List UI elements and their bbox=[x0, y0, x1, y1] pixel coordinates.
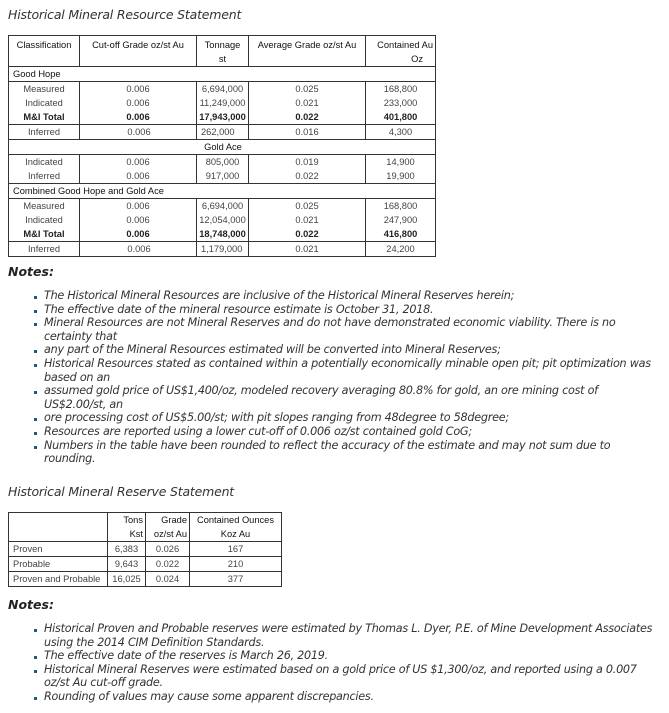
cell-tonnage: 6,694,000 bbox=[197, 82, 249, 97]
note-item: assumed gold price of US$1,400/oz, modeled recovery averaging 80.8% for gold, an ore mining cost of US$2.00/st, an bbox=[34, 384, 659, 411]
note-item: Historical Resources stated as contained within a potentially economically minable open pit; pit optimization was based on an bbox=[34, 357, 659, 384]
cell-class: M&I Total bbox=[9, 110, 80, 125]
cell-tonnage: 18,748,000 bbox=[197, 227, 249, 242]
cell-cutoff: 0.006 bbox=[80, 169, 197, 184]
cell-class: M&I Total bbox=[9, 227, 80, 242]
cell-contained: 167 bbox=[190, 542, 282, 557]
header-grade-unit: oz/st Au bbox=[146, 527, 190, 542]
header-contained-unit: Koz Au bbox=[190, 527, 282, 542]
bullet-icon bbox=[34, 310, 37, 313]
cell-grade: 0.026 bbox=[146, 542, 190, 557]
reserve-notes-heading: Notes: bbox=[8, 597, 54, 612]
cell-label: Proven bbox=[9, 542, 108, 557]
bullet-icon bbox=[34, 418, 37, 421]
note-item: Rounding of values may cause some apparent discrepancies. bbox=[34, 690, 659, 704]
header-blank bbox=[9, 527, 108, 542]
bullet-icon bbox=[34, 446, 37, 449]
resource-notes-heading: Notes: bbox=[8, 264, 54, 279]
bullet-icon bbox=[34, 670, 37, 673]
resource-table-header bbox=[9, 36, 436, 67]
resource-statement-title: Historical Mineral Resource Statement bbox=[8, 7, 242, 22]
table-row bbox=[9, 96, 436, 110]
cell-grade: 0.019 bbox=[249, 155, 366, 170]
table-row bbox=[9, 242, 436, 257]
bullet-icon bbox=[34, 391, 37, 394]
cell-contained: 210 bbox=[190, 557, 282, 572]
cell-contained: 4,300 bbox=[366, 125, 436, 140]
header-avg-grade: Average Grade oz/st Au bbox=[249, 36, 366, 67]
group-row-gold-ace bbox=[9, 140, 436, 155]
reserve-table-header-1 bbox=[9, 513, 282, 528]
cell-tonnage: 17,943,000 bbox=[197, 110, 249, 125]
cell-contained: 401,800 bbox=[366, 110, 436, 125]
cell-tons: 6,383 bbox=[108, 542, 146, 557]
cell-grade: 0.025 bbox=[249, 82, 366, 97]
cell-class: Inferred bbox=[9, 169, 80, 184]
cell-cutoff: 0.006 bbox=[80, 82, 197, 97]
cell-cutoff: 0.006 bbox=[80, 110, 197, 125]
cell-label: Probable bbox=[9, 557, 108, 572]
cell-class: Inferred bbox=[9, 125, 80, 140]
cell-contained: 168,800 bbox=[383, 84, 418, 94]
cell-grade: 0.025 bbox=[249, 199, 366, 214]
cell-contained: 247,900 bbox=[383, 215, 418, 225]
reserve-notes-list bbox=[34, 622, 659, 704]
cell-contained: 168,800 bbox=[383, 201, 418, 211]
cell-cutoff: 0.006 bbox=[80, 227, 197, 242]
cell-grade: 0.022 bbox=[146, 557, 190, 572]
table-row bbox=[9, 542, 282, 557]
cell-tonnage: 917,000 bbox=[197, 169, 249, 184]
cell-tonnage: 11,249,000 bbox=[197, 96, 249, 110]
cell-class: Indicated bbox=[9, 213, 80, 227]
cell-cutoff: 0.006 bbox=[80, 125, 197, 140]
table-row bbox=[9, 557, 282, 572]
cell-contained: 14,900 bbox=[386, 157, 415, 167]
cell-class: Indicated bbox=[9, 155, 80, 170]
bullet-icon bbox=[34, 697, 37, 700]
note-item: Mineral Resources are not Mineral Reserves and do not have demonstrated economic viability. There is no certainty that bbox=[34, 316, 659, 343]
cell-grade: 0.022 bbox=[249, 169, 366, 184]
header-cutoff: Cut-off Grade oz/st Au bbox=[80, 36, 197, 67]
bullet-icon bbox=[34, 629, 37, 632]
cell-class: Measured bbox=[9, 82, 80, 97]
resource-notes-list bbox=[34, 289, 659, 466]
note-item: any part of the Mineral Resources estimated will be converted into Mineral Reserves; bbox=[34, 343, 659, 357]
header-tons-unit: Kst bbox=[108, 527, 146, 542]
cell-contained: 19,900 bbox=[386, 171, 415, 181]
cell-contained: 233,000 bbox=[383, 98, 418, 108]
cell-tonnage: 262,000 bbox=[197, 125, 249, 140]
table-row-total bbox=[9, 227, 436, 242]
table-row bbox=[9, 169, 436, 184]
cell-tonnage: 1,179,000 bbox=[197, 242, 249, 257]
reserve-statement-title: Historical Mineral Reserve Statement bbox=[8, 484, 234, 499]
cell-cutoff: 0.006 bbox=[80, 155, 197, 170]
cell-class: Indicated bbox=[9, 96, 80, 110]
group-label: Gold Ace bbox=[9, 140, 436, 155]
cell-cutoff: 0.006 bbox=[80, 96, 197, 110]
table-row-total bbox=[9, 572, 282, 587]
header-tons: Tons bbox=[108, 513, 146, 528]
note-item: Historical Proven and Probable reserves were estimated by Thomas L. Dyer, P.E. of Mine Development Associates using the 2014 CIM Definition Standards. bbox=[34, 622, 659, 649]
group-row-good-hope bbox=[9, 67, 436, 82]
table-row bbox=[9, 199, 436, 214]
cell-grade: 0.024 bbox=[146, 572, 190, 587]
cell-tons: 9,643 bbox=[108, 557, 146, 572]
header-tonnage: Tonnage st bbox=[197, 36, 249, 67]
note-item: Historical Mineral Reserves were estimated based on a gold price of US $1,300/oz, and reported using a 0.007 oz/st Au cut-off grade. bbox=[34, 663, 659, 690]
cell-grade: 0.022 bbox=[249, 227, 366, 242]
cell-class: Inferred bbox=[9, 242, 80, 257]
table-row bbox=[9, 213, 436, 227]
table-row bbox=[9, 82, 436, 97]
cell-cutoff: 0.006 bbox=[80, 242, 197, 257]
cell-contained: 24,200 bbox=[366, 242, 436, 257]
cell-cutoff: 0.006 bbox=[80, 199, 197, 214]
note-item: The Historical Mineral Resources are inclusive of the Historical Mineral Reserves herein; bbox=[34, 289, 659, 303]
group-label: Good Hope bbox=[9, 67, 436, 82]
cell-grade: 0.021 bbox=[249, 96, 366, 110]
cell-tonnage: 12,054,000 bbox=[197, 213, 249, 227]
cell-cutoff: 0.006 bbox=[80, 213, 197, 227]
table-row-total bbox=[9, 110, 436, 125]
cell-grade: 0.021 bbox=[249, 242, 366, 257]
bullet-icon bbox=[34, 364, 37, 367]
cell-contained: 377 bbox=[190, 572, 282, 587]
bullet-icon bbox=[34, 432, 37, 435]
note-item: Numbers in the table have been rounded to reflect the accuracy of the estimate and may not sum due to rounding. bbox=[34, 439, 659, 466]
note-item: The effective date of the mineral resource estimate is October 31, 2018. bbox=[34, 303, 659, 317]
note-item: Resources are reported using a lower cut-off of 0.006 oz/st contained gold CoG; bbox=[34, 425, 659, 439]
cell-contained: 416,800 bbox=[366, 227, 436, 242]
bullet-icon bbox=[34, 656, 37, 659]
cell-grade: 0.016 bbox=[249, 125, 366, 140]
cell-grade: 0.022 bbox=[249, 110, 366, 125]
resource-table bbox=[8, 35, 436, 257]
group-row-combined bbox=[9, 184, 436, 199]
cell-tonnage: 6,694,000 bbox=[197, 199, 249, 214]
note-item: ore processing cost of US$5.00/st; with pit slopes ranging from 48degree to 58degree; bbox=[34, 411, 659, 425]
cell-grade: 0.021 bbox=[249, 213, 366, 227]
reserve-table-header-2 bbox=[9, 527, 282, 542]
table-row bbox=[9, 155, 436, 170]
header-blank bbox=[9, 513, 108, 528]
cell-tonnage: 805,000 bbox=[197, 155, 249, 170]
header-grade: Grade bbox=[146, 513, 190, 528]
cell-class: Measured bbox=[9, 199, 80, 214]
bullet-icon bbox=[34, 323, 37, 326]
cell-label: Proven and Probable bbox=[13, 574, 101, 584]
cell-tons: 16,025 bbox=[108, 572, 146, 587]
table-row bbox=[9, 125, 436, 140]
group-label: Combined Good Hope and Gold Ace bbox=[9, 184, 436, 199]
header-classification: Classification bbox=[9, 36, 80, 67]
note-item: The effective date of the reserves is March 26, 2019. bbox=[34, 649, 659, 663]
header-contained: Contained Ounces bbox=[190, 513, 282, 528]
bullet-icon bbox=[34, 296, 37, 299]
header-contained: Contained Au Oz bbox=[366, 36, 436, 67]
reserve-table bbox=[8, 512, 282, 587]
bullet-icon bbox=[34, 350, 37, 353]
